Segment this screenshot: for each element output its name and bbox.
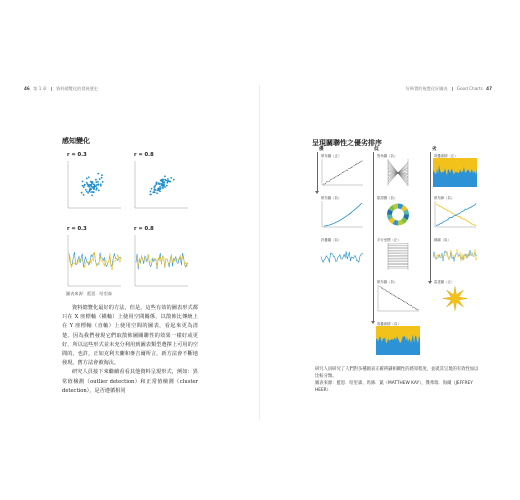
scatter-plot-r03 xyxy=(66,160,122,210)
rank-arrow-left xyxy=(315,152,319,192)
line-panel-r08 xyxy=(133,234,189,288)
scatter-point xyxy=(100,185,102,187)
scatter-point xyxy=(397,297,398,298)
scatter-point xyxy=(90,184,92,186)
radar-shape xyxy=(443,287,467,311)
right-page-number: 47 xyxy=(486,86,492,91)
arrow-down-icon xyxy=(315,191,319,194)
scatter-point xyxy=(325,183,326,184)
column-head-mid: 低 xyxy=(374,147,379,152)
chart-thumb-scatter-pos xyxy=(320,158,364,187)
scatter-point xyxy=(89,189,91,191)
chart-type-label: 平行坐標（正） xyxy=(377,238,401,242)
arrow-shaft xyxy=(373,152,374,322)
scatter-point xyxy=(83,194,85,196)
scatter-panel-r08 xyxy=(133,160,189,210)
scatter-point xyxy=(81,192,83,194)
scatter-point xyxy=(87,192,89,194)
chart-thumb-parallel-pos xyxy=(376,242,420,271)
scatter-point xyxy=(156,181,158,183)
scatter-point xyxy=(91,194,93,196)
panel-label-lines-low: r = 0.3 xyxy=(67,226,87,232)
thumb-graphic xyxy=(376,200,420,229)
scatter-point xyxy=(337,176,338,177)
scatter-point xyxy=(85,189,87,191)
scatter-point xyxy=(381,287,382,288)
scatter-point xyxy=(416,309,417,310)
panel-label-scatter-high: r = 0.8 xyxy=(134,152,154,158)
right-section-title: 呈現關聯性之優劣排序 xyxy=(312,139,382,147)
chart-type-label: 折疊圖（負） xyxy=(321,238,342,242)
scatter-point xyxy=(415,308,416,309)
body-paragraph-2: 研究人員接下來繼續看看其他資料呈現形式，例如：異常值檢測（outlier detection）和正常值檢測（cluster detection），是否遵循相同 xyxy=(62,369,198,394)
scatter-point xyxy=(382,288,383,289)
scatter-point xyxy=(346,170,347,171)
scatter-point xyxy=(86,182,88,184)
scatter-point xyxy=(95,189,97,191)
scatter-point xyxy=(89,185,91,187)
scatter-point xyxy=(354,165,355,166)
scatter-point xyxy=(84,184,86,186)
left-page-number: 46 xyxy=(24,86,30,91)
scatter-point xyxy=(88,191,90,193)
chart-thumb-area-pos xyxy=(433,158,477,187)
scatter-point xyxy=(86,178,88,180)
scatter-point xyxy=(82,180,84,182)
thumb-graphic xyxy=(376,158,420,187)
thumb-graphic xyxy=(376,326,420,355)
left-figure-source: 圖表來源：藍恩．哈里森 xyxy=(66,291,113,296)
scatter-point xyxy=(157,189,159,191)
left-chapter-label: 第 1 章 xyxy=(33,86,47,91)
scatter-point xyxy=(88,176,90,178)
left-running-head xyxy=(22,86,98,92)
scatter-point xyxy=(157,188,159,190)
scatter-point xyxy=(347,170,348,171)
chart-type-label: 對角圖（負） xyxy=(377,154,398,158)
scatter-point xyxy=(160,183,162,185)
right-figure-caption xyxy=(315,366,495,394)
scatter-point xyxy=(335,176,336,177)
chart-type-label: 散布圖（負） xyxy=(377,280,398,284)
scatter-point xyxy=(414,307,415,308)
scatter-point xyxy=(339,174,340,175)
scatter-point xyxy=(152,191,154,193)
thumb-graphic xyxy=(320,242,364,271)
scatter-point xyxy=(159,186,161,188)
thumb-graphic xyxy=(433,284,477,313)
thumb-graphic xyxy=(376,242,420,271)
scatter-point xyxy=(97,181,99,183)
scatter-point xyxy=(338,175,339,176)
scatter-point xyxy=(356,163,357,164)
series-line xyxy=(136,254,188,267)
scatter-point xyxy=(153,189,155,191)
scatter-point xyxy=(386,291,387,292)
scatter-point xyxy=(150,191,152,193)
scatter-point xyxy=(394,295,395,296)
running-head-divider xyxy=(51,87,52,91)
chart-thumb-jagged-line xyxy=(320,242,364,271)
arrow-shaft xyxy=(317,152,318,192)
scatter-point xyxy=(96,187,98,189)
scatter-point xyxy=(161,180,163,182)
scatter-point xyxy=(166,182,168,184)
scatter-point xyxy=(362,160,363,161)
caption-line: 比較分類。 xyxy=(315,374,337,379)
left-chapter-title: 資料總覽化的發展歷史 xyxy=(56,86,98,91)
scatter-point xyxy=(82,185,84,187)
scatter-point xyxy=(167,178,169,180)
scatter-point xyxy=(160,188,162,190)
scatter-point xyxy=(344,171,345,172)
scatter-point xyxy=(348,168,349,169)
chart-type-label: 甜甜圈（負） xyxy=(377,196,398,200)
scatter-point xyxy=(156,183,158,185)
caption-line: HEER） xyxy=(315,388,331,393)
scatter-point xyxy=(406,302,407,303)
scatter-point xyxy=(333,178,334,179)
series-line xyxy=(321,251,363,262)
chart-type-label: 雷達圖（正） xyxy=(434,280,455,284)
scatter-point xyxy=(99,178,101,180)
scatter-plot-r08 xyxy=(133,160,189,210)
scatter-point xyxy=(355,164,356,165)
right-book-subtitle: Good Charts xyxy=(456,86,483,91)
right-page xyxy=(260,0,520,500)
series-line xyxy=(436,204,476,226)
scatter-point xyxy=(162,184,164,186)
scatter-point xyxy=(326,181,327,182)
chart-thumb-donut xyxy=(376,200,420,229)
right-book-title: 好佈置的視覺化好圖表 xyxy=(405,86,448,91)
scatter-point xyxy=(389,292,390,293)
scatter-point xyxy=(410,305,411,306)
chart-type-label: 散布圖（正） xyxy=(321,154,342,158)
scatter-point xyxy=(164,186,166,188)
scatter-point xyxy=(83,186,85,188)
scatter-point xyxy=(380,286,381,287)
scatter-point xyxy=(92,191,94,193)
scatter-point xyxy=(95,185,97,187)
scatter-point xyxy=(402,300,403,301)
scatter-point xyxy=(412,307,413,308)
arrow-down-icon xyxy=(371,321,375,324)
scatter-point xyxy=(342,172,343,173)
scatter-point xyxy=(164,175,166,177)
scatter-point xyxy=(383,289,384,290)
thumb-graphic xyxy=(376,284,420,313)
line-panel-r03 xyxy=(66,234,122,288)
chart-thumb-cross-lines xyxy=(433,200,477,229)
column-head-worst: 劣 xyxy=(432,147,437,152)
line-plot-r08 xyxy=(133,234,189,288)
left-body-text xyxy=(62,304,198,396)
scatter-point xyxy=(95,181,97,183)
scatter-point xyxy=(385,289,386,290)
scatter-point xyxy=(351,167,352,168)
scatter-point xyxy=(101,174,103,176)
scatter-point xyxy=(164,179,166,181)
scatter-point xyxy=(154,186,156,188)
scatter-point xyxy=(334,177,335,178)
scatter-point xyxy=(98,190,100,192)
scatter-point xyxy=(97,173,99,175)
arrow-down-icon xyxy=(428,281,432,284)
scatter-point xyxy=(360,161,361,162)
chart-type-label: 堆疊面積（負） xyxy=(377,322,401,326)
scatter-point xyxy=(170,181,172,183)
scatter-point xyxy=(87,184,89,186)
trend-line xyxy=(324,203,362,226)
scatter-point xyxy=(359,162,360,163)
chart-thumb-scatter-neg xyxy=(376,284,420,313)
scatter-point xyxy=(163,182,165,184)
chart-type-label: 散布圖（負） xyxy=(321,196,342,200)
scatter-point xyxy=(158,183,160,185)
rank-arrow-mid xyxy=(371,152,375,322)
left-section-title: 感知變化 xyxy=(62,137,90,145)
scatter-point xyxy=(329,181,330,182)
scatter-point xyxy=(411,305,412,306)
chart-type-label: 堆疊面積（正） xyxy=(434,154,458,158)
thumb-graphic xyxy=(320,158,364,187)
chart-type-label: 線圖（負） xyxy=(434,238,451,242)
scatter-point xyxy=(393,294,394,295)
scatter-point xyxy=(387,291,388,292)
chart-thumb-noisy-lines xyxy=(433,242,477,271)
scatter-point xyxy=(400,299,401,300)
scatter-point xyxy=(350,168,351,169)
running-head-divider xyxy=(452,87,453,91)
scatter-point xyxy=(167,180,169,182)
arrow-shaft xyxy=(430,152,431,282)
series-line xyxy=(69,252,121,270)
panel-label-lines-high: r = 0.8 xyxy=(134,226,154,232)
scatter-point xyxy=(93,183,95,185)
scatter-point xyxy=(159,190,161,192)
body-paragraph-1: 資料總覽化最好的方法，但是，這些有效的圖表形式都只在 X 座標軸（橫軸）上使用空間關係，以散佈比傳統上在 Y 座標軸（直軸）上使用空間的圖表，看起來更為清楚。因為我們發現它們取散佈圖關聯性的效果一樣好或更好，所以這些形式並未充分利用到圖表類型選擇上可用的空間的，也許，正如克利夫蘭和麥吉爾所言，新方法會不斷地發現，舊方法會被淘汰。 xyxy=(62,305,198,367)
caption-line: 研究人員研究了人們對多種圖表正確辨識相關性的感知程度，並就其呈現的有效性加以 xyxy=(315,367,479,372)
caption-line: 圖表來源：藍恩．哈里森、馬修．凱（MATTHEW KAY），傑弗瑞．海爾（JEFFREY xyxy=(315,381,473,386)
scatter-point xyxy=(95,179,97,181)
scatter-point xyxy=(324,184,325,185)
column-head-best: 優 xyxy=(319,147,324,152)
scatter-point xyxy=(341,173,342,174)
scatter-point xyxy=(352,166,353,167)
chart-thumb-parallel-neg xyxy=(376,158,420,187)
thumb-graphic xyxy=(433,242,477,271)
scatter-point xyxy=(330,179,331,180)
line-plot-r03 xyxy=(66,234,122,288)
scatter-point xyxy=(418,309,419,310)
chart-thumb-scatter-curve xyxy=(320,200,364,229)
scatter-point xyxy=(150,194,152,196)
right-running-head xyxy=(406,86,494,92)
scatter-point xyxy=(90,191,92,193)
scatter-point xyxy=(358,163,359,164)
scatter-point xyxy=(343,171,344,172)
scatter-point xyxy=(327,181,328,182)
chart-type-label: 散布線（負） xyxy=(434,196,455,200)
scatter-point xyxy=(156,192,158,194)
scatter-point xyxy=(151,188,153,190)
chart-thumb-area xyxy=(376,326,420,355)
thumb-graphic xyxy=(320,200,364,229)
panel-label-scatter-low: r = 0.3 xyxy=(67,152,87,158)
scatter-point xyxy=(161,187,163,189)
scatter-point xyxy=(399,298,400,299)
scatter-point xyxy=(170,177,172,179)
scatter-point xyxy=(407,303,408,304)
scatter-point xyxy=(331,179,332,180)
rank-arrow-right xyxy=(428,152,432,282)
scatter-point xyxy=(391,293,392,294)
scatter-point xyxy=(102,181,104,183)
scatter-point xyxy=(398,298,399,299)
scatter-point xyxy=(403,301,404,302)
scatter-point xyxy=(92,187,94,189)
scatter-point xyxy=(97,183,99,185)
scatter-point xyxy=(404,301,405,302)
scatter-point xyxy=(390,293,391,294)
chart-thumb-radar xyxy=(433,284,477,313)
scatter-panel-r03 xyxy=(66,160,122,210)
scatter-point xyxy=(173,179,175,181)
scatter-point xyxy=(101,177,103,179)
scatter-point xyxy=(408,304,409,305)
thumb-graphic xyxy=(433,158,477,187)
scatter-point xyxy=(166,185,168,187)
thumb-graphic xyxy=(433,200,477,229)
scatter-point xyxy=(395,296,396,297)
